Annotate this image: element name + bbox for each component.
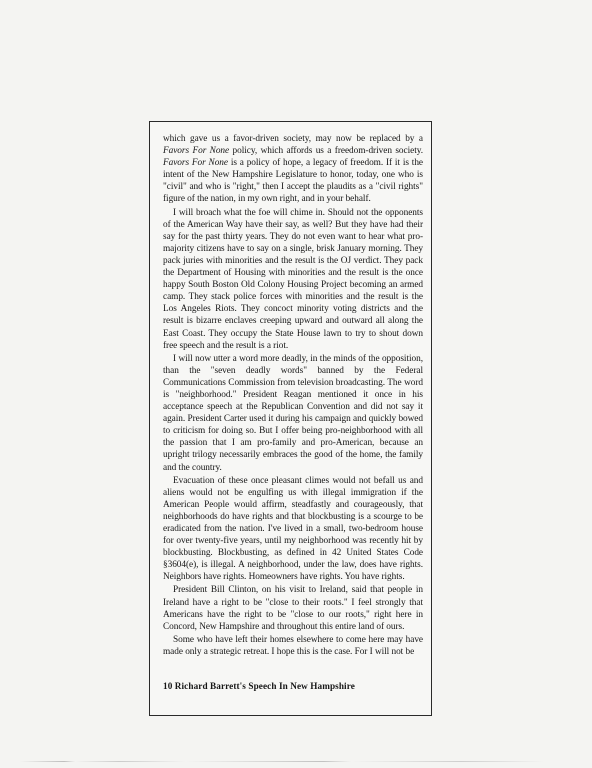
paragraph-3: I will now utter a word more deadly, in the minds of the opposition, than the "seven deadly words" banned by the Federal Communications Commission from television broadcasting. The word is "neighborhood." President Reagan mentioned it once in his acceptance speech at the Republican Convention and did not say it again. President Carter used it during his campaign and quickly bowed to criticism for doing so. But I offer being pro-neighborhood with all the passion that I am pro-family and pro-American, because an upright trilogy necessarily embraces the good of the home, the family and the country.	[163, 353, 423, 473]
paragraph-5: President Bill Clinton, on his visit to Ireland, said that people in Ireland have a right to be "close to their roots." I feel strongly that Americans have the right to be "close to our roots," right here in Concord, New Hampshire and throughout this entire land of ours.	[163, 585, 423, 632]
page-number: 10	[163, 681, 173, 691]
paragraph-1-italic-a: Favors For None	[163, 146, 230, 157]
paragraph-6: Some who have left their homes elsewhere to come here may have made only a strategic retreat. I hope this is the case. For I will not be	[163, 634, 423, 657]
document-body	[163, 133, 423, 658]
paragraph-1-text-a: which gave us a favor-driven society, may now be replaced by a	[163, 134, 423, 144]
footer-title: Richard Barrett's Speech In New Hampshire	[174, 681, 355, 691]
scan-artifact-line	[20, 761, 572, 762]
paragraph-1-italic-b: Favors For None	[163, 158, 228, 169]
paragraph-1-text-c: is a policy of hope, a legacy of freedom. If it is the intent of the New Hampshire Legislature to honor, today, one who is "civil" and who is "right," then I accept the plaudits as a "civil rights" figure of the nation, in my own right, and in your behalf.	[163, 158, 423, 205]
paragraph-4: Evacuation of these once pleasant climes would not befall us and aliens would not be engulfing us with illegal immigration if the American People would affirm, steadfastly and courageously, that neighborhoods do have rights and that blockbusting is a scourge to be eradicated from the nation. I've lived in a small, two-bedroom house for over twenty-five years, until my neighborhood was recently hit by blockbusting. Blockbusting, as defined in 42 United States Code §3604(e), is illegal. A neighborhood, under the law, does have rights. Neighbors have rights. Homeowners have rights. You have rights.	[163, 475, 423, 583]
page-footer	[163, 681, 423, 691]
paragraph-1	[163, 133, 423, 206]
paragraph-1-text-b: policy, which affords us a freedom-driven society.	[229, 146, 423, 157]
paragraph-2: I will broach what the foe will chime in. Should not the opponents of the American Way have their say, as well? But they have had their say for the past thirty years. They do not even want to hear what pro-majority citizens have to say on a single, brisk January morning. They pack juries with minorities and the result is the OJ verdict. They pack the Department of Housing with minorities and the result is the once happy South Boston Old Colony Housing Project becoming an armed camp. They stack police forces with minorities and the result is the Los Angeles Riots. They concoct minority voting districts and the result is bizarre enclaves creeping upward and outward all along the East Coast. They occupy the State House lawn to try to shout down free speech and the result is a riot.	[163, 207, 423, 351]
